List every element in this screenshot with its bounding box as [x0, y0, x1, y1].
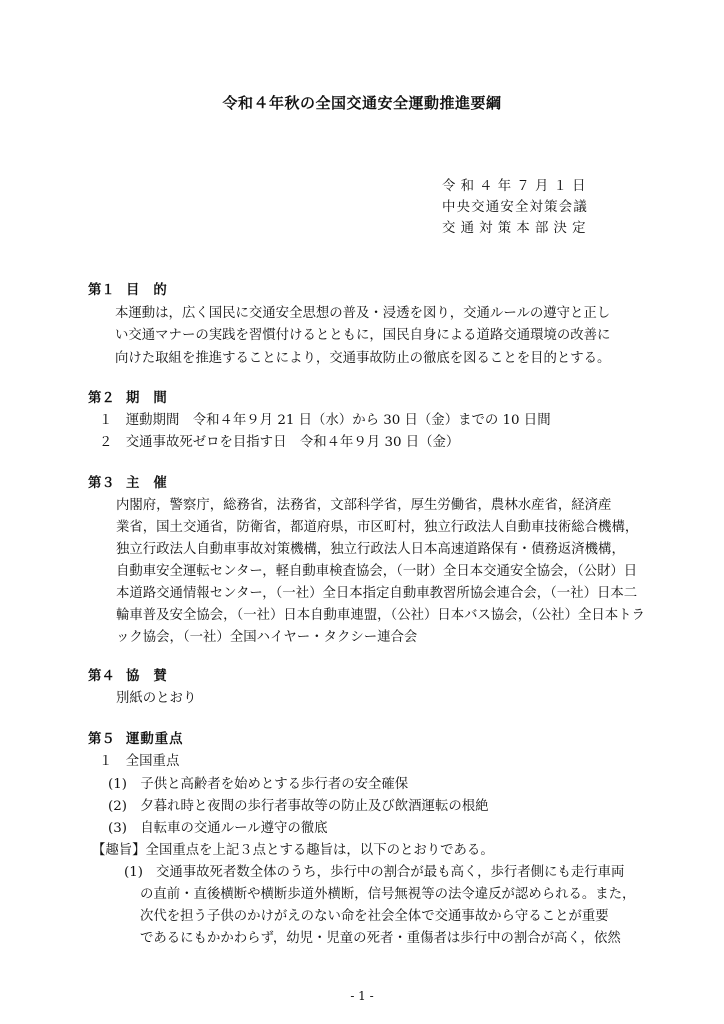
paragraph-line: い交通マナーの実践を習慣付けるとともに，国民自身による道路交通環境の改善に	[115, 328, 611, 343]
paragraph-line: の直前・直後横断や横断歩道外横断，信号無視等の法令違反が認められる。また，	[140, 887, 636, 902]
paragraph-line: 次代を担う子供のかけがえのない命を社会全体で交通事故から守ることが重要	[140, 909, 609, 924]
section-label: 運動重点	[126, 732, 184, 747]
list-item: ２ 交通事故死ゼロを目指す日 令和４年９月 30 日（金）	[99, 435, 460, 450]
section-heading-organizers	[88, 474, 181, 494]
section-label: 期間	[126, 391, 181, 406]
section-heading-sponsors	[88, 667, 181, 687]
section-label: 目的	[126, 283, 181, 298]
paragraph-line: 向けた取組を推進することにより，交通事故防止の徹底を図ることを目的とする。	[115, 351, 611, 366]
focus-point: (3) 自転車の交通ルール遵守の徹底	[108, 821, 328, 836]
paragraph-line: 輪車普及安全協会，（一社）日本自動車連盟，（公社）日本バス協会，（公社）全日本トラ	[116, 608, 645, 623]
document-title: 令和４年秋の全国交通安全運動推進要綱	[222, 94, 502, 112]
paragraph-line: ック協会，（一社）全国ハイヤー・タクシー連合会	[116, 630, 418, 645]
issuing-department: 交通対策本部決定	[442, 221, 591, 236]
subsection-title: １ 全国重点	[99, 754, 180, 769]
detail-label: (1)	[124, 865, 143, 880]
section-label: 協賛	[126, 669, 181, 684]
paragraph-line: 独立行政法人自動車事故対策機構，独立行政法人日本高速道路保有・債務返済機構，	[116, 542, 625, 557]
section-number: 第１	[88, 283, 115, 298]
focus-point: (2) 夕暮れ時と夜間の歩行者事故等の防止及び飲酒運転の根絶	[108, 799, 489, 814]
issuer-block	[442, 176, 622, 239]
paragraph-line: 本道路交通情報センター，（一社）全日本指定自動車教習所協会連合会，（一社）日本二	[116, 586, 638, 601]
paragraph-line: 自動車安全運転センター，軽自動車検査協会，（一財）全日本交通安全協会，（公財）日	[116, 564, 638, 579]
paragraph-line: 本運動は，広く国民に交通安全思想の普及・浸透を図り，交通ルールの遵守と正し	[115, 306, 611, 321]
section-number: 第５	[88, 732, 115, 747]
section-number: 第３	[88, 476, 115, 491]
focus-point: (1) 子供と高齢者を始めとする歩行者の安全確保	[108, 777, 409, 792]
page-number: - 1 -	[350, 989, 374, 1003]
purpose-line: 【趣旨】全国重点を上記３点とする趣旨は，以下のとおりである。	[92, 843, 494, 858]
issue-date: 令和４年７月１日	[442, 179, 591, 194]
section-heading-period	[88, 389, 181, 409]
paragraph-line: 交通事故死者数全体のうち，歩行中の割合が最も高く，歩行者側にも走行車両	[156, 865, 625, 880]
section-number: 第４	[88, 669, 115, 684]
section-label: 主催	[126, 476, 181, 491]
section-number: 第２	[88, 391, 115, 406]
paragraph-line: 内閣府，警察庁，総務省，法務省，文部科学省，厚生労働省，農林水産省，経済産	[116, 498, 612, 513]
paragraph-line: 業省，国土交通省，防衛省，都道府県，市区町村，独立行政法人自動車技術総合機構，	[116, 520, 639, 535]
paragraph-line: であるにもかかわらず，幼児・児童の死者・重傷者は歩行中の割合が高く，依然	[140, 931, 621, 946]
section-heading-focus	[88, 730, 184, 750]
list-item: １ 運動期間 令和４年９月 21 日（水）から 30 日（金）までの 10 日間	[99, 413, 551, 428]
paragraph-line: 別紙のとおり	[116, 691, 197, 706]
section-heading-purpose	[88, 281, 181, 301]
issuing-council: 中央交通安全対策会議	[442, 200, 588, 215]
